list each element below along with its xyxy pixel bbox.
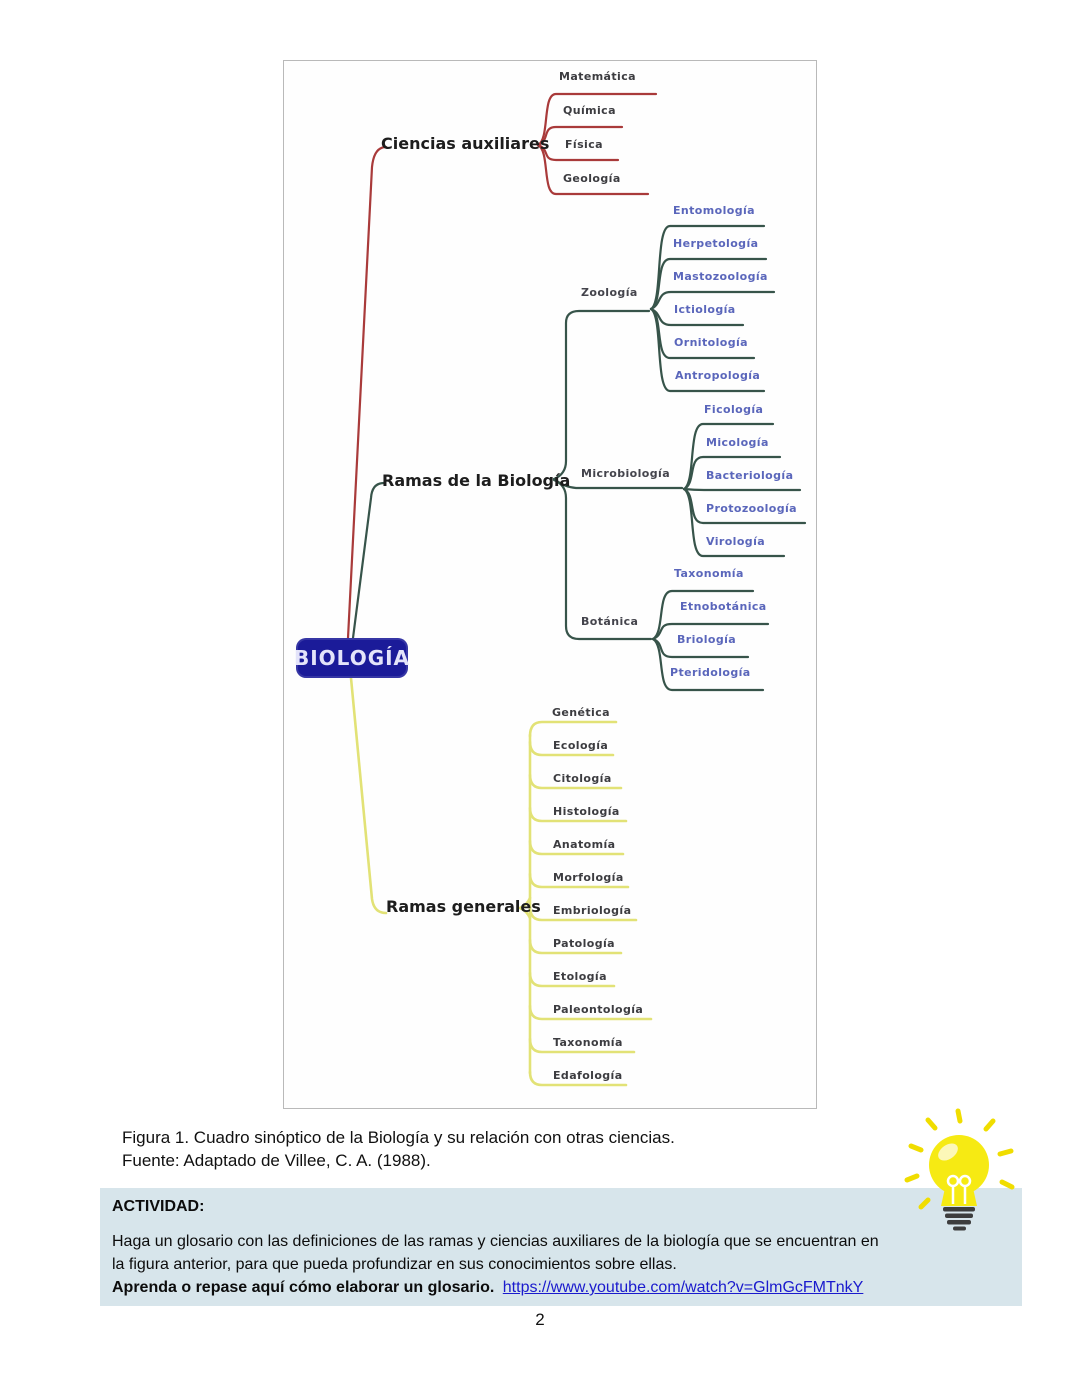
node-anatomia: Anatomía (553, 838, 616, 851)
node-pteridologia: Pteridología (670, 666, 751, 679)
node-ornitologia: Ornitología (674, 336, 748, 349)
node-ecologia: Ecología (553, 739, 609, 752)
node-paleontologia: Paleontología (553, 1003, 644, 1016)
branch-ramas-biologia: Ramas de la Biología (382, 471, 571, 490)
node-mastozoologia: Mastozoología (673, 270, 768, 283)
node-taxonomia-general: Taxonomía (553, 1036, 623, 1049)
activity-text-line3 (112, 1276, 1010, 1299)
node-taxonomia-botanica: Taxonomía (674, 567, 744, 580)
biologia-root-node: BIOLOGÍA (296, 638, 408, 678)
node-etologia: Etología (553, 970, 607, 983)
node-embriologia: Embriología (553, 904, 632, 917)
activity-text-line2: la figura anterior, para que pueda profundizar en sus conocimientos sobre ellas. (112, 1256, 677, 1273)
node-zoologia: Zoología (581, 286, 638, 299)
activity-text-line1: Haga un glosario con las definiciones de las ramas y ciencias auxiliares de la biología que se encuentran en (112, 1233, 879, 1250)
figure-caption-line1: Figura 1. Cuadro sinóptico de la Biología y su relación con otras ciencias. (122, 1128, 675, 1147)
node-entomologia: Entomología (673, 204, 755, 217)
node-antropologia: Antropología (675, 369, 761, 382)
node-botanica: Botánica (581, 615, 639, 628)
node-morfologia: Morfología (553, 871, 624, 884)
node-microbiologia: Microbiología (581, 467, 671, 480)
lightbulb-icon (898, 1108, 1022, 1234)
figure-caption (122, 1126, 675, 1172)
node-etnobotanica: Etnobotánica (680, 600, 767, 613)
node-matematica: Matemática (559, 70, 636, 83)
node-edafologia: Edafología (553, 1069, 623, 1082)
node-fisica: Física (565, 138, 603, 151)
node-briologia: Briología (677, 633, 737, 646)
ramas-branch-lines (353, 226, 805, 690)
figure-frame (283, 60, 817, 1109)
node-histologia: Histología (553, 805, 620, 818)
figure-caption-line2: Fuente: Adaptado de Villee, C. A. (1988). (122, 1151, 431, 1170)
node-micologia: Micología (706, 436, 769, 449)
mindmap-lines (284, 61, 816, 1108)
activity-heading: ACTIVIDAD: (112, 1198, 205, 1215)
node-citologia: Citología (553, 772, 612, 785)
branch-ramas-generales: Ramas generales (386, 897, 541, 916)
node-patologia: Patología (553, 937, 615, 950)
node-bacteriologia: Bacteriología (706, 469, 794, 482)
node-ficologia: Ficología (704, 403, 764, 416)
node-quimica: Química (563, 104, 616, 117)
node-genetica: Genética (552, 706, 610, 719)
activity-box (100, 1188, 1022, 1306)
node-ictiologia: Ictiología (674, 303, 736, 316)
activity-body (112, 1230, 1010, 1299)
branch-ciencias-auxiliares: Ciencias auxiliares (381, 134, 550, 153)
node-virologia: Virología (706, 535, 766, 548)
activity-bold-suffix: . (489, 1279, 495, 1296)
node-geologia: Geología (563, 172, 621, 185)
activity-bold-text: Aprenda o repase aquí cómo elaborar un glosario (112, 1279, 490, 1296)
page-number: 2 (535, 1310, 545, 1329)
node-herpetologia: Herpetología (673, 237, 759, 250)
node-protozoologia: Protozoología (706, 502, 797, 515)
youtube-link[interactable]: https://www.youtube.com/watch?v=GlmGcFMTnkY (502, 1279, 864, 1296)
